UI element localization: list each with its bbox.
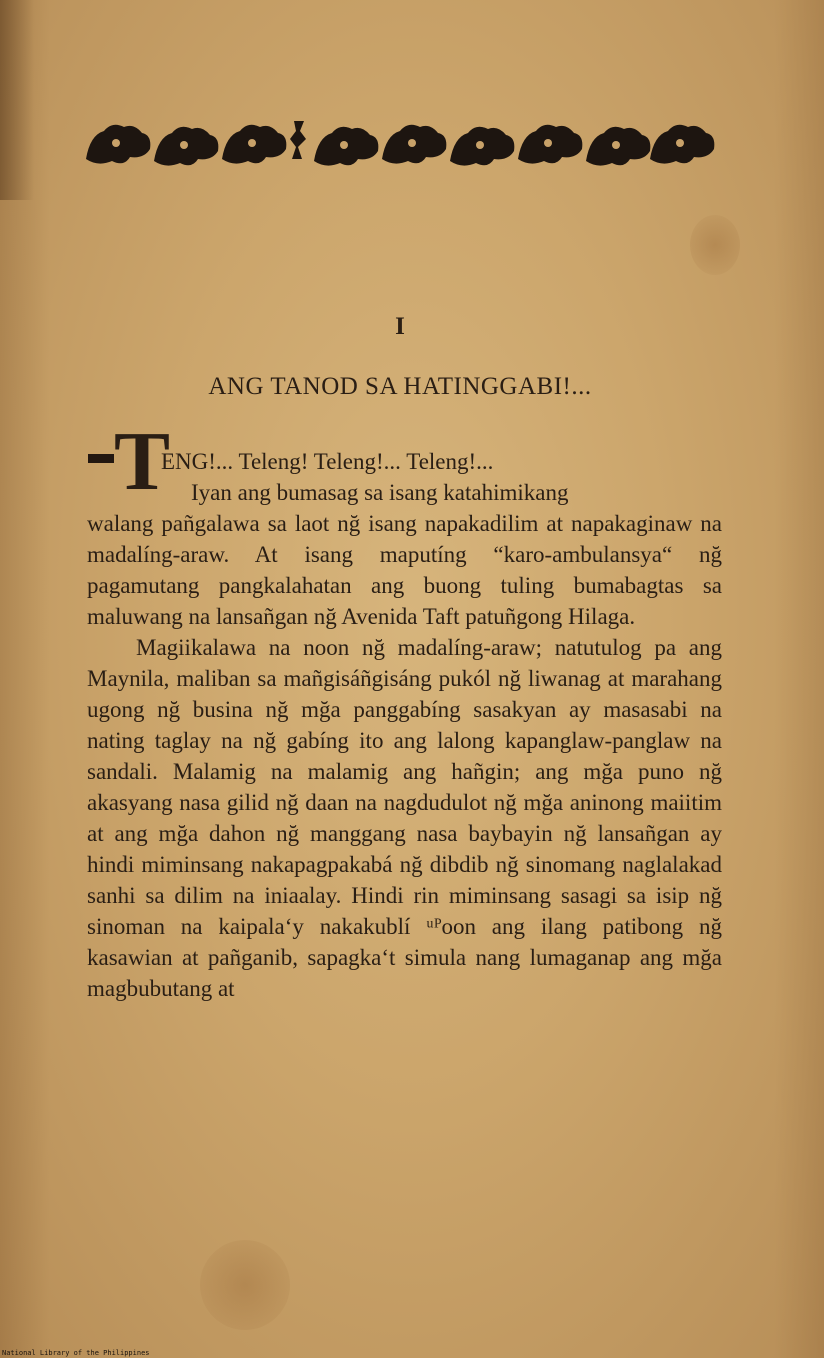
chapter-title: ANG TANOD SA HATINGGABI!...	[208, 373, 592, 400]
opening-line: ENG!... Teleng! Teleng!... Teleng!...	[161, 449, 494, 474]
drop-cap: T	[114, 415, 171, 508]
paper-stain	[690, 215, 740, 275]
paragraph: Magiikalawa na noon nğ madalíng-araw; natutulog pa ang Maynila, maliban sa mañgisáñgisáng pukól nğ liwanag at marahang ugong nğ busina nğ mğa panggabíng sasakyan ay masasabi na nating taglay na nğ gabíng ito ang lalong kapanglaw-panglaw na sandali. Malamig na malamig ang hañgin; ang mğa puno nğ akasyang nasa gilid nğ daan na nagdudulot nğ mğa aninong maiitim at ang mğa dahon nğ manggang nasa baybayin nğ lansañgan ay hindi miminsang nakapagpakabá nğ dibdib nğ sinomang naglalakad sanhi sa dilim na iniaalay. Hindi rin miminsang sasagi sa isip nğ sinoman na kaipala‘y nakakublí ᵘᴾoon ang ilang patibong nğ kasawian at pañganib, sapagka‘t simula nang lumaganap ang mğa magbubutang at	[87, 635, 722, 1001]
worn-page-edge	[0, 0, 34, 200]
footer-credit: National Library of the Philippines	[2, 1349, 150, 1357]
decorative-ornament-band	[84, 113, 716, 173]
chapter-number: I	[395, 313, 405, 340]
paper-stain	[200, 1240, 290, 1330]
opening-line: Iyan ang bumasag sa isang katahimikang	[191, 480, 569, 505]
paragraph: walang pañgalawa sa laot nğ isang napakadilim at napakaginaw na madalíng-araw. At isang maputíng “karo-ambulansya“ nğ pagamutang pangkalahatan ang buong tuling bumabagtas sa maluwang na lansañgan nğ Avenida Taft patuñgong Hilaga.	[87, 511, 722, 629]
body-text	[87, 446, 722, 1004]
